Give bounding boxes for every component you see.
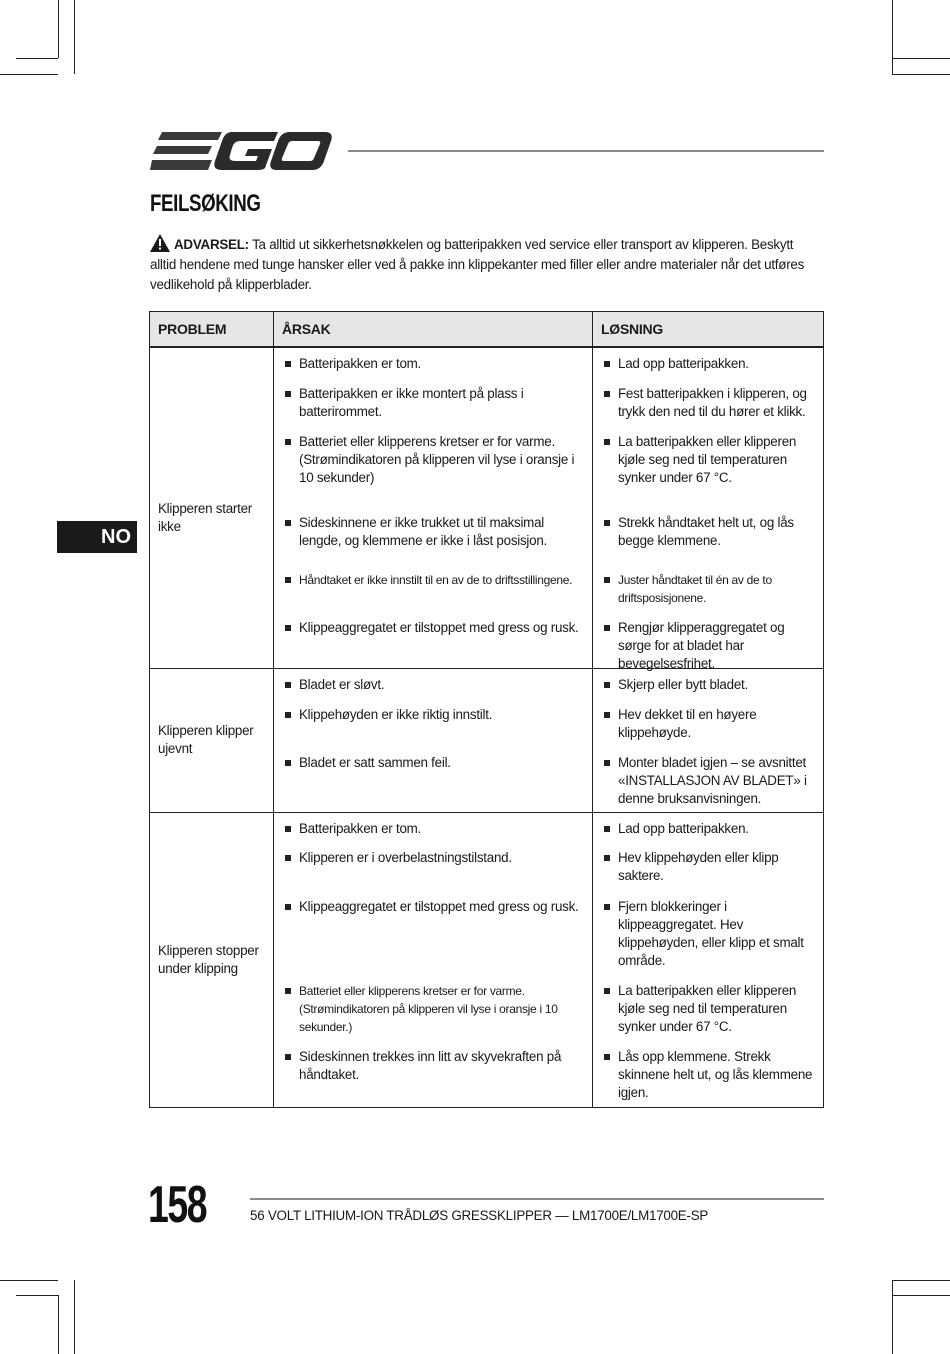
column-header-problem: PROBLEM — [150, 312, 274, 348]
table-row — [150, 347, 824, 668]
crop-mark — [892, 1280, 950, 1281]
crop-mark — [892, 1280, 893, 1354]
solution-item: Rengjør klipperaggregatet og sørge for at bladet har bevegelsesfrihet. — [601, 619, 817, 673]
crop-mark — [892, 0, 893, 74]
solution-item: Hev dekket til en høyere klippehøyde. — [601, 706, 817, 742]
page-title: FEILSØKING — [150, 190, 261, 217]
table-header-row — [150, 312, 824, 348]
solution-item: Strekk håndtaket helt ut, og lås begge klemmene. — [601, 514, 817, 550]
cause-cell — [274, 668, 593, 812]
crop-mark — [892, 74, 950, 75]
cause-item: Bladet er satt sammen feil. — [282, 754, 586, 772]
problem-cell: Klipperen stopper under klipping — [150, 812, 274, 1107]
problem-cell: Klipperen starter ikke — [150, 347, 274, 668]
crop-mark — [58, 1295, 59, 1354]
solution-item: La batteripakken eller klipperen kjøle seg ned til temperaturen synker under 67 °C. — [601, 433, 817, 487]
solution-item: Lad opp batteripakken. — [601, 355, 817, 373]
solution-item: Lås opp klemmene. Strekk skinnene helt ut, og lås klemmene igjen. — [601, 1048, 817, 1102]
crop-mark — [16, 58, 58, 59]
solution-item: Hev klippehøyden eller klipp saktere. — [601, 849, 817, 885]
warning-paragraph — [150, 234, 822, 295]
crop-mark — [0, 1280, 58, 1281]
table-row — [150, 812, 824, 1107]
header-rule — [348, 150, 824, 152]
crop-mark — [16, 1295, 58, 1296]
crop-mark — [74, 1280, 75, 1354]
crop-mark — [58, 0, 59, 58]
warning-text: Ta alltid ut sikkerhetsnøkkelen og batteripakken ved service eller transport av klipperen. Beskytt alltid hendene med tunge hansker eller ved å pakke inn klippekanter med filler eller andre materialer når det utføres vedlikehold på klipperblader. — [150, 237, 805, 292]
cause-item: Bladet er sløvt. — [282, 676, 586, 694]
solution-item: Lad opp batteripakken. — [601, 820, 817, 838]
language-tab — [57, 521, 137, 553]
footer-rule — [250, 1198, 824, 1200]
warning-label: ADVARSEL: — [174, 237, 249, 252]
solution-cell — [593, 812, 824, 1107]
cause-item: Sideskinnen trekkes inn litt av skyvekraften på håndtaket. — [282, 1048, 586, 1084]
cause-item: Klippeaggregatet er tilstoppet med gress og rusk. — [282, 898, 586, 916]
solution-cell — [593, 347, 824, 671]
solution-item: La batteripakken eller klipperen kjøle seg ned til temperaturen synker under 67 °C. — [601, 982, 817, 1036]
warning-icon — [150, 234, 170, 252]
cause-item: Batteriet eller klipperens kretser er for varme. (Strømindikatoren på klipperen vil lyse i oransje i 10 sekunder.) — [282, 982, 586, 1036]
cause-item: Batteripakken er ikke montert på plass i batterirommet. — [282, 385, 586, 421]
cause-item: Klippeaggregatet er tilstoppet med gress og rusk. — [282, 619, 586, 637]
crop-mark — [892, 58, 950, 59]
solution-cell — [593, 668, 824, 812]
page-number: 158 — [148, 1176, 207, 1234]
cause-item: Batteripakken er tom. — [282, 820, 586, 838]
table-row — [150, 668, 824, 812]
cause-cell — [274, 347, 593, 668]
cause-item: Klipperen er i overbelastningstilstand. — [282, 849, 586, 867]
column-header-solution: LØSNING — [593, 312, 824, 348]
cause-cell — [274, 812, 593, 1107]
troubleshooting-table — [149, 311, 824, 1108]
cause-item: Håndtaket er ikke innstilt til en av de to driftsstillingene. — [282, 571, 586, 589]
cause-item: Sideskinnene er ikke trukket ut til maksimal lengde, og klemmene er ikke i låst posisjon. — [282, 514, 586, 550]
crop-mark — [74, 0, 75, 74]
crop-mark — [892, 1295, 950, 1296]
solution-item: Fjern blokkeringer i klippeaggregatet. Hev klippehøyden, eller klipp et smalt område. — [601, 898, 817, 970]
crop-mark — [0, 74, 58, 75]
cause-item: Batteriet eller klipperens kretser er for varme. (Strømindikatoren på klipperen vil lyse i oransje i 10 sekunder) — [282, 433, 586, 487]
column-header-cause: ÅRSAK — [274, 312, 593, 348]
solution-item: Fest batteripakken i klipperen, og trykk den ned til du hører et klikk. — [601, 385, 817, 421]
solution-item: Skjerp eller bytt bladet. — [601, 676, 817, 694]
solution-item: Juster håndtaket til én av de to driftsposisjonene. — [601, 571, 817, 607]
footer-text: 56 VOLT LITHIUM-ION TRÅDLØS GRESSKLIPPER — LM1700E/LM1700E-SP — [250, 1208, 709, 1223]
language-tab-label: NO — [101, 526, 131, 548]
cause-item: Klippehøyden er ikke riktig innstilt. — [282, 706, 586, 724]
problem-cell: Klipperen klipper ujevnt — [150, 668, 274, 812]
ego-logo — [150, 130, 332, 172]
cause-item: Batteripakken er tom. — [282, 355, 586, 373]
solution-item: Monter bladet igjen – se avsnittet «INSTALLASJON AV BLADET» i denne bruksanvisningen. — [601, 754, 817, 808]
